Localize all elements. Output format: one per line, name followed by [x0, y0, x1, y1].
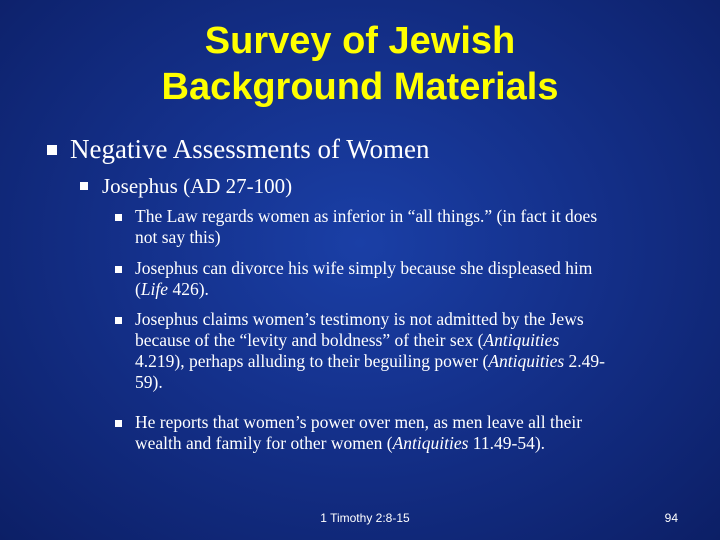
list-item — [135, 309, 680, 393]
list-item — [135, 206, 680, 248]
list-item-line — [135, 351, 680, 372]
list-item-line — [135, 330, 680, 351]
text-fragment: 2.49- — [564, 351, 605, 371]
text-fragment: 426). — [168, 279, 209, 299]
slide-title — [0, 18, 720, 110]
title-line-2: Background Materials — [161, 66, 559, 108]
text-fragment: 11.49-54). — [468, 433, 546, 453]
bullet-square-icon — [80, 182, 88, 190]
bullet-square-icon — [115, 266, 122, 273]
citation-title: Antiquities — [483, 330, 560, 350]
title-line-1: Survey of Jewish — [204, 20, 516, 62]
bullet-level1-text: Negative Assessments of Women — [70, 134, 430, 164]
bullet-square-icon — [115, 214, 122, 221]
page-number: 94 — [664, 511, 678, 525]
text-fragment: ( — [135, 279, 141, 299]
text-fragment: because of the “levity and boldness” of their sex ( — [135, 330, 484, 350]
list-item-line: Josephus can divorce his wife simply because she displeased him — [135, 258, 593, 278]
list-item-line: not say this) — [135, 227, 221, 247]
citation-title: Life — [140, 279, 169, 299]
list-item-line — [135, 433, 680, 454]
citation-title: Antiquities — [392, 433, 469, 453]
list-item-line — [135, 279, 680, 300]
bullet-square-icon — [115, 420, 122, 427]
list-item-line: Josephus claims women’s testimony is not admitted by the Jews — [135, 309, 584, 329]
list-item-line: The Law regards women as inferior in “all things.” (in fact it does — [135, 206, 598, 226]
bullet-square-icon — [115, 317, 122, 324]
bullet-level2-text: Josephus (AD 27-100) — [102, 174, 293, 198]
list-item-line: 59). — [135, 372, 163, 392]
bullet-square-icon — [47, 145, 57, 155]
text-fragment: 4.219), perhaps alluding to their beguiling power ( — [135, 351, 489, 371]
footer-text: 1 Timothy 2:8-15 — [320, 511, 410, 525]
list-item — [135, 412, 680, 454]
list-item-line: He reports that women’s power over men, as men leave all their — [135, 412, 583, 432]
citation-title: Antiquities — [488, 351, 565, 371]
list-item — [135, 258, 680, 300]
text-fragment: wealth and family for other women ( — [135, 433, 393, 453]
